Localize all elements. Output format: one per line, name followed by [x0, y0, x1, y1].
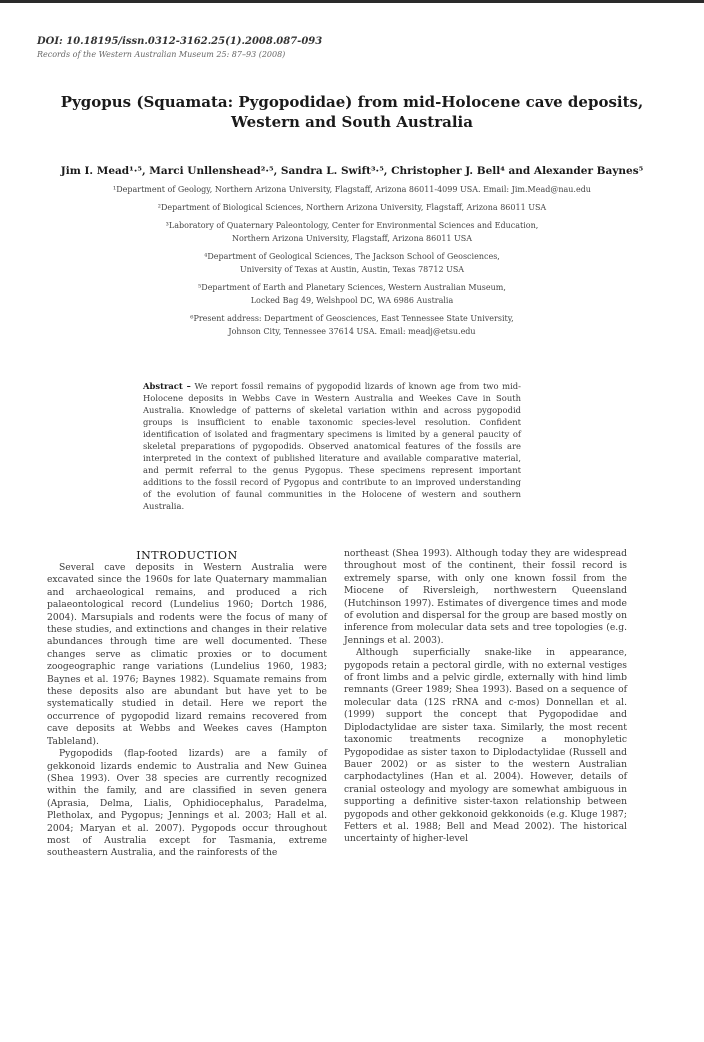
affiliation-line: University of Texas at Austin, Austin, Texas 78712 USA: [239, 265, 465, 274]
introduction-heading: INTRODUCTION: [136, 549, 238, 562]
body-paragraph: Several cave deposits in Western Australia were excavated since the 1960s for late Quaternary mammalian and archaeological remains, and produced a rich palaeontological record (Lundelius 1960; Dortch 1986, 2004). Marsupials and rodents were the focus of many of these studies, and extinctions and changes in their relative abundances through time are well documented. These changes serve as climatic proxies or to document zoogeographic range variations (Lundelius 1960, 1983; Baynes et al. 1976; Baynes 1982). Squamate remains from these deposits also are abundant but have yet to be systematically studied in detail. Here we report the occurrence of pygopodid lizard remains recovered from cave deposits at Webbs and Weekes caves (Hampton Tableland).: [47, 562, 327, 747]
affiliation-line: ⁶Present address: Department of Geosciences, East Tennessee State University,: [190, 314, 514, 323]
affiliation-line: ⁵Department of Earth and Planetary Sciences, Western Australian Museum,: [198, 283, 506, 292]
abstract-block: [143, 380, 521, 513]
abstract-label: Abstract –: [143, 381, 191, 391]
journal-citation: Records of the Western Australian Museum 25: 87–93 (2008): [37, 50, 286, 59]
article-title-line-2: Western and South Australia: [231, 113, 473, 131]
article-title-line-1: Pygopus (Squamata: Pygopodidae) from mid-Holocene cave deposits,: [60, 93, 644, 111]
abstract-text: We report fossil remains of pygopodid lizards of known age from two mid-Holocene deposits in Webbs Cave in Western Australia and Weekes Cave in South Australia. Knowledge of patterns of skeletal variation within and across pygopodid groups is insufficient to enable taxonomic species-level resolution. Confident identification of isolated and fragmentary specimens is limited by a general paucity of skeletal preparations of pygopodids. Observed anatomical features of the fossils are interpreted in the context of published literature and available comparative material, and permit referral to the genus Pygopus. These specimens represent important additions to the fossil record of Pygopus and contribute to an improved understanding of the evolution of faunal communities in the Holocene of western and southern Australia.: [143, 381, 521, 512]
body-paragraph: northeast (Shea 1993). Although today they are widespread throughout most of the continent, their fossil record is extremely sparse, with only one known fossil from the Miocene of Riversleigh, northwestern Queensland (Hutchinson 1997). Estimates of divergence times and mode of evolution and dispersal for the group are based mostly on inference from molecular data sets and tree topologies (e.g. Jennings et al. 2003).: [344, 548, 627, 646]
left-text-column: [47, 562, 327, 860]
affiliation-line: Northern Arizona University, Flagstaff, Arizona 86011 USA: [231, 234, 473, 243]
affiliation-line: Locked Bag 49, Welshpool DC, WA 6986 Australia: [250, 296, 454, 305]
affiliation-line: ³Laboratory of Quaternary Paleontology, Center for Environmental Sciences and Education,: [165, 221, 539, 230]
body-paragraph: Although superficially snake-like in appearance, pygopods retain a pectoral girdle, with no external vestiges of front limbs and a pelvic girdle, externally with hind limb remnants (Greer 1989; Shea 1993). Based on a sequence of molecular data (12S rRNA and c-mos) Donnellan et al. (1999) support the concept that Pygopodidae and Diplodactylidae are sister taxa. Similarly, the most recent taxonomic treatments recognize a monophyletic Pygopodidae as sister taxon to Diplodactylidae (Russell and Bauer 2002) or as sister to the western Australian carphodactylines (Han et al. 2004). However, details of cranial osteology and myology are somewhat ambiguous in supporting a definitive sister-taxon relationship between pygopods and other gekkonoid gekkonoids (e.g. Kluge 1987; Fetters et al. 1988; Bell and Mead 2002). The historical uncertainty of higher-level: [344, 647, 627, 845]
body-paragraph: Pygopodids (flap-footed lizards) are a family of gekkonoid lizards endemic to Australia and New Guinea (Shea 1993). Over 38 species are currently recognized within the family, and are classified in seven genera (Aprasia, Delma, Lialis, Ophidiocephalus, Paradelma, Pletholax, and Pygopus; Jennings et al. 2003; Hall et al. 2004; Maryan et al. 2007). Pygopods occur throughout most of Australia except for Tasmania, extreme southeastern Australia, and the rainforests of the: [47, 748, 327, 859]
affiliation-line: ¹Department of Geology, Northern Arizona University, Flagstaff, Arizona 86011-4099 USA. Email: Jim.Mead@nau.edu: [113, 185, 591, 194]
right-text-column: [344, 548, 627, 846]
doi-line: DOI: 10.18195/issn.0312-3162.25(1).2008.087-093: [37, 36, 323, 47]
affiliation-line: ²Department of Biological Sciences, Northern Arizona University, Flagstaff, Arizona 86011 USA: [157, 203, 547, 212]
affiliation-line: Johnson City, Tennessee 37614 USA. Email: meadj@etsu.edu: [228, 327, 476, 336]
author-list: Jim I. Mead¹·⁵, Marci Unllenshead²·⁵, Sandra L. Swift³·⁵, Christopher J. Bell⁴ and Alexander Baynes⁵: [60, 165, 644, 177]
affiliation-line: ⁴Department of Geological Sciences, The Jackson School of Geosciences,: [204, 252, 500, 261]
top-border-rule: [0, 0, 704, 3]
